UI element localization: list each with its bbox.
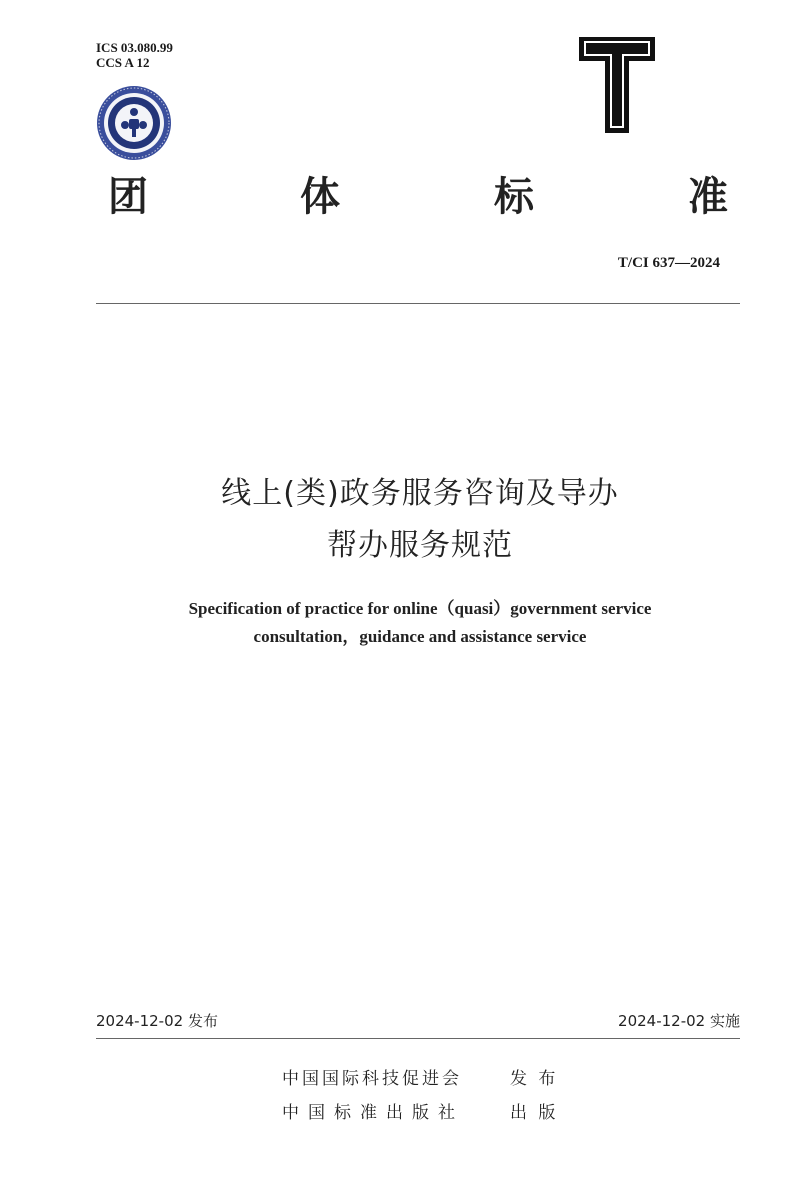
title-en-line2: consultation，guidance and assistance service <box>253 627 587 646</box>
issuer-name: 中国国际科技促进会 <box>282 1069 462 1089</box>
press-role: 出 版 <box>510 1103 559 1123</box>
ccs-code: CCS A 12 <box>96 55 150 70</box>
standard-type-heading <box>108 172 748 222</box>
title-zh-line2: 帮办服务规范 <box>327 528 513 563</box>
classification-codes <box>96 40 173 70</box>
press-name: 中国标准出版社 <box>282 1103 464 1123</box>
footer-divider <box>96 1038 740 1039</box>
standard-type-char: 团 <box>108 174 148 220</box>
standard-type-letter-icon <box>572 30 662 140</box>
issuer-role: 发 布 <box>510 1069 559 1089</box>
standard-type-char: 标 <box>494 174 534 220</box>
issue-date: 2024-12-02 发布 <box>96 1012 218 1030</box>
organization-logo-icon <box>96 85 172 161</box>
title-zh-line1: 线上(类)政务服务咨询及导办 <box>221 476 619 511</box>
header-divider <box>96 303 740 304</box>
standard-number: T/CI 637—2024 <box>617 255 720 271</box>
implementation-date: 2024-12-02 实施 <box>618 1012 740 1030</box>
title-en-line1: Specification of practice for online（quasi）government service <box>188 599 652 618</box>
standard-type-char: 准 <box>688 174 728 220</box>
standard-type-char: 体 <box>300 174 340 220</box>
ics-code: ICS 03.080.99 <box>96 40 173 55</box>
